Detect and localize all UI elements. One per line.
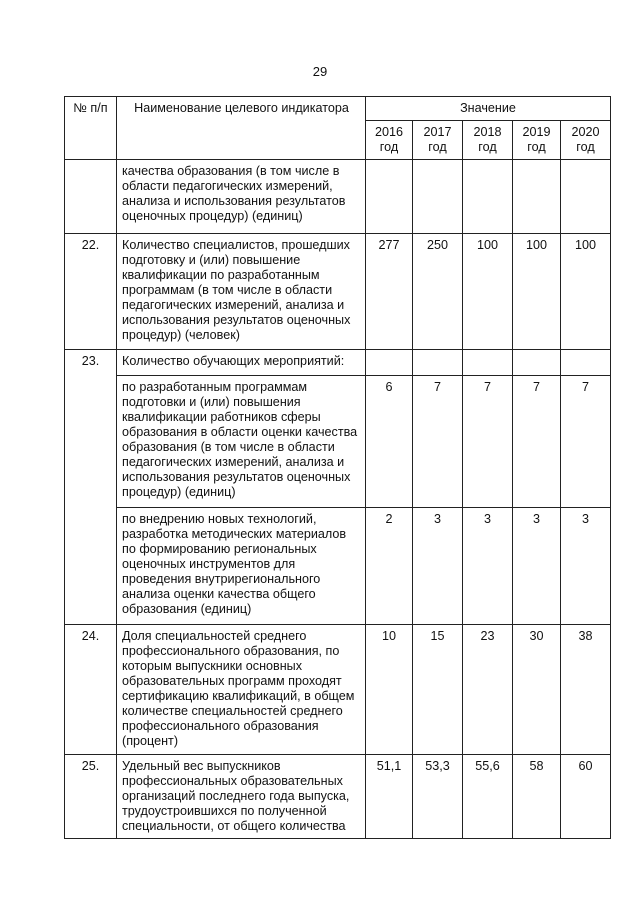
row-number	[65, 160, 117, 234]
value-cell: 277	[366, 234, 413, 350]
indicator-name: Доля специальностей среднего профессионального образования, по которым выпускники основных образовательных программ проходят сертификацию квалификаций, в общем количестве специальностей среднего профессионального образования (процент)	[117, 625, 366, 755]
value-cell: 7	[463, 376, 513, 508]
indicators-table	[64, 96, 611, 839]
indicator-name: по разработанным программам подготовки и (или) повышения квалификации работников сферы образования в области оценки качества образования (в том числе в области педагогических измерений, анализа и использования результатов оценочных процедур) (единиц)	[117, 376, 366, 508]
indicator-name: Удельный вес выпускников профессиональных образовательных организаций последнего года выпуска, трудоустроившихся по полученной специальности, от общего количества	[117, 755, 366, 839]
header-number: № п/п	[65, 97, 117, 160]
value-cell	[366, 350, 413, 376]
value-cell: 53,3	[413, 755, 463, 839]
indicator-name: Количество специалистов, прошедших подготовку и (или) повышение квалификации по разработанным программам (в том числе в области педагогических измерений, анализа и использования результатов оценочных процедур) (человек)	[117, 234, 366, 350]
value-cell	[413, 350, 463, 376]
value-cell	[561, 160, 611, 234]
value-cell	[366, 160, 413, 234]
header-year: 2018 год	[463, 121, 513, 160]
value-cell: 60	[561, 755, 611, 839]
table-row	[65, 376, 611, 508]
value-cell: 3	[561, 508, 611, 625]
value-cell: 51,1	[366, 755, 413, 839]
value-cell: 15	[413, 625, 463, 755]
value-cell: 55,6	[463, 755, 513, 839]
value-cell: 38	[561, 625, 611, 755]
table-row	[65, 625, 611, 755]
header-year: 2016 год	[366, 121, 413, 160]
header-value: Значение	[366, 97, 611, 121]
header-year: 2017 год	[413, 121, 463, 160]
value-cell	[561, 350, 611, 376]
page-number: 29	[312, 64, 328, 79]
row-number: 22.	[65, 234, 117, 350]
value-cell: 7	[561, 376, 611, 508]
header-row	[65, 97, 611, 121]
value-cell	[513, 350, 561, 376]
value-cell: 6	[366, 376, 413, 508]
header-year: 2019 год	[513, 121, 561, 160]
value-cell: 3	[413, 508, 463, 625]
indicator-name: по внедрению новых технологий, разработка методических материалов по формированию региональных оценочных инструментов для проведения внутрирегионального анализа оценки качества общего образования (единиц)	[117, 508, 366, 625]
value-cell: 100	[463, 234, 513, 350]
value-cell: 58	[513, 755, 561, 839]
header-indicator-name: Наименование целевого индикатора	[117, 97, 366, 160]
value-cell: 30	[513, 625, 561, 755]
value-cell: 7	[513, 376, 561, 508]
indicator-name: качества образования (в том числе в области педагогических измерений, анализа и использования результатов оценочных процедур) (единиц)	[117, 160, 366, 234]
table-row	[65, 234, 611, 350]
table-row	[65, 755, 611, 839]
value-cell: 23	[463, 625, 513, 755]
value-cell: 10	[366, 625, 413, 755]
value-cell: 2	[366, 508, 413, 625]
row-number: 25.	[65, 755, 117, 839]
row-number: 24.	[65, 625, 117, 755]
value-cell: 100	[513, 234, 561, 350]
indicator-name: Количество обучающих мероприятий:	[117, 350, 366, 376]
value-cell: 3	[513, 508, 561, 625]
value-cell: 100	[561, 234, 611, 350]
value-cell: 250	[413, 234, 463, 350]
value-cell: 7	[413, 376, 463, 508]
value-cell	[463, 160, 513, 234]
table-row	[65, 350, 611, 376]
value-cell	[463, 350, 513, 376]
table-row	[65, 160, 611, 234]
value-cell	[513, 160, 561, 234]
table-row	[65, 508, 611, 625]
header-year: 2020 год	[561, 121, 611, 160]
value-cell: 3	[463, 508, 513, 625]
value-cell	[413, 160, 463, 234]
row-number: 23.	[65, 350, 117, 625]
